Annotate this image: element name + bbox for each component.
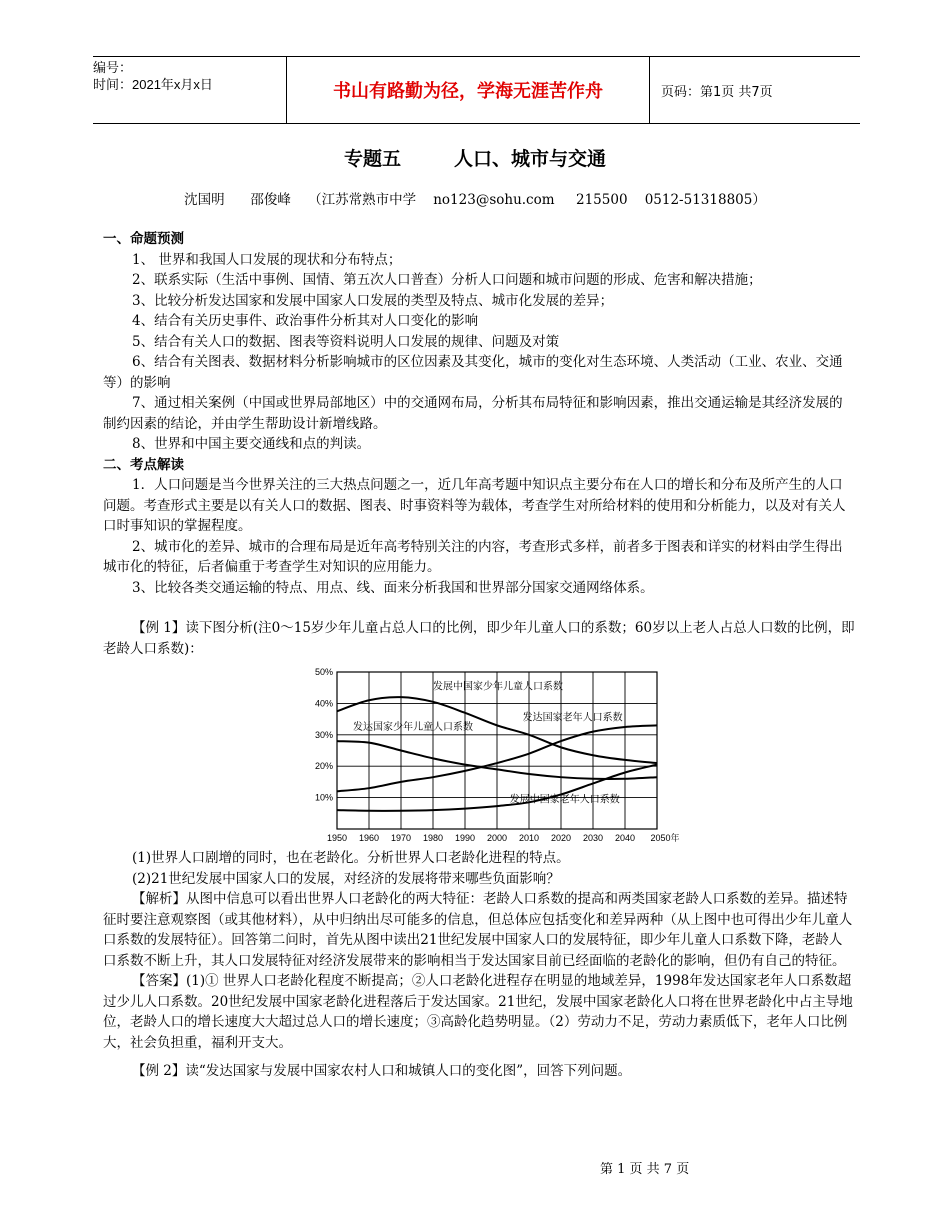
series-annotation: 发达国家老年人口系数 bbox=[522, 712, 623, 724]
x-tick-label: 2020 bbox=[550, 833, 572, 843]
page-header bbox=[93, 56, 860, 124]
example1-intro: 【例 1】读下图分析(注0～15岁少年儿童占总人口的比例，即少年儿童人口的系数；60岁以上老人占总人口数的比例，即老龄人口系数)： bbox=[103, 620, 855, 657]
section1-item: 5、结合有关人口的数据、图表等资料说明人口发展的规律、问题及对策 bbox=[132, 333, 560, 350]
section1-item: 7、通过相关案例（中国或世界局部地区）中的交通网布局，分析其布局特征和影响因素，推出交通运输是其经济发展的制约因素的结论，并由学生帮助设计新增线路。 bbox=[103, 395, 843, 432]
example1-discussion bbox=[103, 848, 855, 1082]
section1-item: 3、比较分析发达国家和发展中国家人口发展的类型及特点、城市化发展的差异； bbox=[132, 292, 614, 309]
x-tick-label: 2000 bbox=[486, 833, 508, 843]
time-label: 时间：2021年x月x日 bbox=[93, 77, 213, 92]
header-motto: 书山有路勤为径，学海无涯苦作舟 bbox=[286, 57, 650, 123]
doc-title: 专题五 人口、城市与交通 bbox=[344, 148, 606, 170]
x-tick-label: 1980 bbox=[422, 833, 444, 843]
header-page-info: 页码：第1页 共7页 bbox=[661, 84, 773, 100]
x-tick-label: 1970 bbox=[390, 833, 412, 843]
x-tick-label: 2040 bbox=[614, 833, 636, 843]
y-tick-label: 20% bbox=[314, 761, 333, 772]
analysis-paragraph: 【解析】从图中信息可以看出世界人口老龄化的两大特征：老龄人口系数的提高和两类国家老龄人口系数的差异。描述特征时要注意观察图（或其他材料），从中归纳出尽可能多的信息，但总体应包括变化和差异两种（从上图中也可得出少年儿童人口系数的发展特征）。回答第二问时，首先从图中读出21世纪发展中国家人口的发展特征，即少年儿童人口系数下降，老龄人口系数不断上升，其人口发展特征对经济发展带来的影响相当于发达国家目前已经面临的老龄化的影响，但仍有自己的特征。 bbox=[103, 891, 853, 969]
section2-item: 1．人口问题是当今世界关注的三大热点问题之一，近几年高考题中知识点主要分布在人口的增长和分布及所产生的人口问题。考查形式主要是以有关人口的数据、图表、时事资料等为载体，考查学生对所给材料的使用和分析能力，以及对有关人口时事知识的掌握程度。 bbox=[103, 477, 846, 534]
question-1: (1)世界人口剧增的同时，也在老龄化。分析世界人口老龄化进程的特点。 bbox=[132, 850, 570, 866]
series-annotation: 发达国家少年儿童人口系数 bbox=[353, 722, 473, 734]
section1-item: 6、结合有关图表、数据材料分析影响城市的区位因素及其变化，城市的变化对生态环境、人类活动（工业、农业、交通等）的影响 bbox=[103, 354, 843, 391]
series-annotation: 发展中国家少年儿童人口系数 bbox=[433, 681, 563, 693]
question-2: (2)21世纪发展中国家人口的发展，对经济的发展将带来哪些负面影响？ bbox=[132, 870, 560, 887]
y-tick-label: 10% bbox=[314, 792, 333, 803]
section1-item: 8、世界和中国主要交通线和点的判读。 bbox=[132, 436, 371, 452]
series-annotation: 发展中国家老年人口系数 bbox=[509, 794, 620, 806]
header-meta bbox=[93, 57, 286, 125]
y-tick-label: 30% bbox=[314, 729, 333, 740]
x-tick-label: 2050年 bbox=[650, 833, 680, 843]
y-tick-label: 40% bbox=[314, 698, 333, 709]
x-tick-label: 2030 bbox=[582, 833, 604, 843]
x-tick-label: 1950 bbox=[326, 833, 348, 843]
section2-item: 2、城市化的差异、城市的合理布局是近年高考特别关注的内容，考查形式多样，前者多于图表和详实的材料由学生得出城市化的特征，后者偏重于考查学生对知识的应用能力。 bbox=[103, 538, 843, 575]
section1-item: 2、联系实际（生活中事例、国情、第五次人口普查）分析人口问题和城市问题的形成、危害和解决措施； bbox=[132, 272, 762, 288]
population-coefficient-chart bbox=[300, 664, 690, 849]
x-tick-label: 1990 bbox=[454, 833, 476, 843]
section1-item: 1、 世界和我国人口发展的现状和分布特点； bbox=[132, 251, 402, 268]
main-content bbox=[103, 229, 855, 659]
answer-paragraph: 【答案】(1)① 世界人口老龄化程度不断提高；②人口老龄化进程存在明显的地域差异，1998年发达国家老年人口系数超过少儿人口系数。20世纪发展中国家老龄化进程落后于发达国家。21世纪，发展中国家老龄化人口将在世界老龄化中占主导地位，老龄人口的增长速度大大超过总人口的增长速度；③高龄化趋势明显。（2）劳动力不足，劳动力素质低下，老年人口比例大，社会负担重，福利开支大。 bbox=[103, 973, 853, 1051]
page-footer: 第 1 页 共 7 页 bbox=[600, 1162, 690, 1177]
doc-authors: 沈国明 邵俊峰 （江苏常熟市中学 no123@sohu.com 215500 0512-51318805） bbox=[184, 192, 766, 208]
x-tick-label: 2010 bbox=[518, 833, 540, 843]
example2-intro: 【例 2】读“发达国家与发展中国家农村人口和城镇人口的变化图”，回答下列问题。 bbox=[132, 1063, 632, 1079]
x-tick-label: 1960 bbox=[358, 833, 380, 843]
y-tick-label: 50% bbox=[314, 667, 333, 677]
section1-item: 4、结合有关历史事件、政治事件分析其对人口变化的影响 bbox=[132, 313, 479, 329]
section2-item: 3、比较各类交通运输的特点、用点、线、面来分析我国和世界部分国家交通网络体系。 bbox=[132, 579, 654, 596]
section2-heading: 二、考点解读 bbox=[103, 456, 184, 473]
section1-heading: 一、命题预测 bbox=[103, 231, 184, 247]
serial-label: 编号： bbox=[93, 60, 133, 75]
